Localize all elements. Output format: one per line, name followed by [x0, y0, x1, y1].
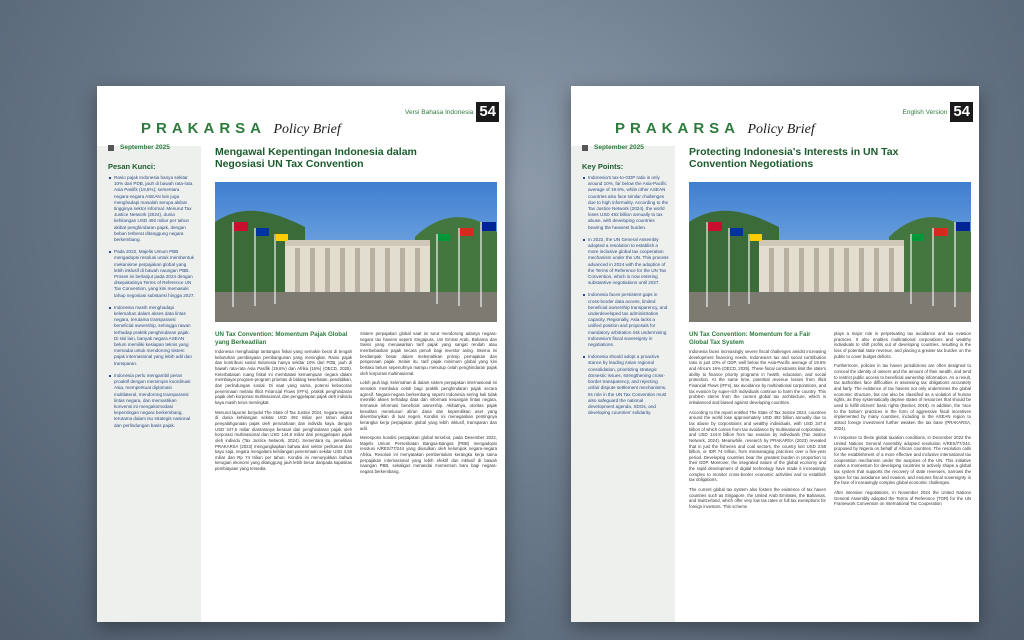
key-point: Pada 2022, Majelis Umum PBB mengadopsi resolusi untuk membentuk mekanisme perpajakan global yang lebih inklusif di bawah naungan PBB. Proses ini berlanjut pada 2024 dengan disepakatinya Terms of Reference UN Tax Convention, yang kini memasuki tahap negosiasi substansi hingga 2027. — [114, 249, 195, 298]
key-points-title: Pesan Kunci: — [108, 162, 156, 171]
masthead — [141, 120, 341, 138]
version-label — [903, 102, 974, 122]
un-flags-photo-illustration — [215, 182, 497, 322]
page-title: Mengawal Kepentingan Indonesia dalam Negosiasi UN Tax Convention — [215, 146, 417, 170]
section-heading: UN Tax Convention: Momentum Pajak Global yang Berkeadilan — [215, 331, 348, 346]
key-points-list — [582, 175, 669, 416]
paragraph: plays a major role in perpetuating tax avoidance and tax evasion practices. It also enables multinational corporations and wealthy individuals to shift profits out of developing countries, resulting in the loss of potential state revenue, and placing a greater tax burden on the public to cover budget deficits. — [834, 331, 971, 359]
key-point: Indonesia perlu mengambil peran proaktif dengan memimpin koordinasi Asia, memperkuat diplomasi multilateral, mendorong transparansi lintas negara, dan memastikan konvensi ini mengakomodasi kepentingan negara berkembang, terutama dalam isu strategis nasional dan perlindungan basis pajak. — [114, 373, 195, 429]
version-text: Versi Bahasa Indonesia — [405, 108, 474, 116]
paragraph: Indonesia faces increasingly severe fiscal challenges amidst increasing development financing needs. Indonesia's tax and social contribution ratio is just 10% of GDP, well below the Asia-Pacific average of 19.6% and Africa's 16% (OECD, 2025). These fiscal constraints limit the state's ability to finance priority programs in health, education, and social protection. At the same time, potential revenue losses from Illicit Financial Flows (IFFs), tax avoidance by multinational corporations, and tax evasion by super-rich individuals continue to harm the country. This problem stems from the current global tax architecture, which is imbalanced and biased against developing countries. — [689, 349, 826, 405]
paragraph: In response to these global taxation conditions, in December 2022 the United Nations General Assembly adopted resolution A/RES/77/244, proposed by Nigeria on behalf of African countries. The resolution calls for the establishment of a more effective and inclusive international tax cooperation mechanism under the auspices of the UN. This initiative marks a momentum for developing countries to actively shape a global tax system that supports the recovery of state revenues, narrows the space for tax avoidance and evasion, and ensures fiscal sovereignty in the face of increasingly complex global economic challenges. — [834, 435, 971, 486]
brand-logo-text: PRAKARSA — [615, 120, 741, 137]
article-body — [215, 331, 497, 619]
key-point: Indonesia's tax-to-GDP ratio is only around 10%, far below the Asia-Pacific average of 19.6%, while other ASEAN countries also face similar challenges due to high informality. According to the Tax Justice Network (2024), the world loses USD 492 billion annually to tax abuse, with developing countries bearing the heaviest burden. — [588, 175, 669, 230]
paragraph: Lebih jauh lagi, kelemahan di dalam sistem perpajakan internasional ini semakin membuka celah bagi praktik penghindaran pajak secara agresif. Negara-negara berkembang seperti Indonesia sering kali tidak memiliki akses terhadap data dan informasi keuangan lintas negara, termasuk informasi beneficial ownership. Akibatnya, otoritas pajak kesulitan menelusuri aliran dana dan kepemilikan aset yang disembunyikan di luar negeri. Kondisi ini menegaskan pentingnya kerangka kerja perpajakan global yang lebih inklusif, transparan dan adil. — [360, 380, 497, 431]
un-building-photo — [215, 182, 497, 322]
paragraph: According to the report entitled The State of Tax Justice 2024, countries around the world lose approximately USD 492 billion annually due to tax abuse by corporations and wealthy individuals, with USD 347.6 billion of which comes from tax avoidance by multinational corporations, and USD 144.8 billion from tax evasion by individuals (Tax Justice Network, 2024). Meanwhile, research by PRAKARSA (2023) revealed that in just the fisheries and coal sectors, the country lost USD 3.58 billion, or IDR 74 trillion, from mismanaging practices over a five-year period. Developing countries bear the greatest burden in proportion to their GDP. Moreover, the integrated nature of the global economy and the rapid development of digital technology have made it increasingly complex to monitor cross-border economic activities and to establish tax obligations. — [689, 409, 826, 483]
article-column-2 — [834, 331, 971, 619]
article-column-1 — [689, 331, 826, 619]
version-label — [405, 102, 499, 122]
paragraph: The current global tax system also fosters the existence of tax haven countries such as Singapore, the United Arab Emirates, the Bahamas, and Switzerland, which offer very low tax rates or full tax exemptions for foreign investors. This scheme — [689, 487, 826, 510]
key-points-sidebar — [571, 146, 675, 622]
article-column-1 — [215, 331, 352, 619]
key-point: In 2022, the UN General Assembly adopted a resolution to establish a more inclusive global tax cooperation mechanism under the UN. This process advanced in 2024 with the adoption of the Terms of Reference for the UN Tax Convention, which is now entering substantive negotiations until 2027. — [588, 236, 669, 286]
un-building-photo — [689, 182, 971, 322]
square-icon — [582, 145, 588, 151]
paragraph: Merespons kondisi perpajakan global tersebut, pada Desember 2022, Majelis Umum Perserikatan Bangsa-Bangsa (PBB) mengadopsi resolusi A/RES/77/244 yang diusulkan oleh kelompok negara-negara Afrika. Resolusi ini menyatakan pembentukan kerangka kerja sama perpajakan internasional yang lebih efektif dan inklusif di bawah naungan PBB, sekaligus menandai momentum baru bagi negara-negara berkembang. — [360, 435, 497, 475]
key-point: Indonesia faces persistent gaps in cross-border data access, limited beneficial ownership transparency, and underdeveloped tax administration capacity. Regionally, Asia lacks a unified position and proposals for mandatory arbitration risk undermining Indonesia's fiscal sovereignty in negotiations. — [588, 292, 668, 348]
issue-number: 54 — [950, 102, 973, 122]
paragraph: Indonesia menghadapi tantangan fiskal yang semakin berat di tengah kebutuhan pembiayaan pembangunan yang meningkat. Rasio pajak dan kontribusi sosial Indonesia hanya sekitar 10% dari PDB, jauh di bawah rata-rata Asia Pasifik (19,6%) dan Afrika (16%) (OECD, 2025). Keterbatasan ruang fiskal ini membatasi kemampuan negara dalam membiayai program-program prioritas di bidang kesehatan, pendidikan, dan perlindungan sosial. Di saat yang sama, potensi kebocoran penerimaan melalui Illicit Financial Flows (IFFs), praktik penghindaran pajak oleh korporasi multinasional, dan penggelapan pajak oleh individu kaya masih terus meningkat. — [215, 349, 352, 405]
key-points-title: Key Points: — [582, 162, 624, 171]
paragraph: Menurut laporan berjudul The State of Tax Justice 2024, negara-negara di dunia kehilangan sekitar USD 492 miliar per tahun akibat penyalahgunaan pajak oleh perusahaan dan individu kaya, dengan USD 347,6 miliar diantaranya berasal dari penghindaran pajak oleh korporasi multinasional dan USD 144,8 miliar dari penggelapan pajak oleh individu (Tax Justice Network, 2024). Sementara itu, penelitian PRAKARSA (2023) mengungkapkan bahwa dari sektor perikanan dan kayu saja, negara mengalami kehilangan penerimaan sekitar USD 3,58 miliar dan Rp 74 triliun per tahun. Kondisi ini menunjukkan bahwa kerugian ekonomi yang ditanggung jauh lebih besar daripada kapasitas pembiayaan yang tersedia. — [215, 409, 352, 472]
issue-date-text: September 2025 — [120, 144, 170, 151]
policy-brief-page-indonesian — [97, 86, 505, 622]
article-body — [689, 331, 971, 619]
masthead — [615, 120, 815, 138]
version-text: English Version — [902, 108, 948, 116]
section-heading: UN Tax Convention: Momentum for a Fair Global Tax System — [689, 331, 811, 346]
issue-date — [582, 144, 644, 151]
issue-date-text: September 2025 — [594, 144, 644, 151]
key-point: Indonesia masih menghadapi kelemahan dalam akses data lintas negara, terutama transparansi beneficial ownership, sehingga rawan terhadap praktik penghindaran pajak. Di sisi lain, banyak negara ASEAN belum memiliki kesiapan teknis yang memadai untuk mendorong sistem pajak internasional yang lebih adil dan transparan. — [114, 305, 195, 367]
paragraph: Sistem perpajakan global saat ini turut mendorong adanya negara-negara tax havens seperti Singapura, Uni Emirat Arab, Bahama dan Swiss yang menawarkan tarif pajak yang sangat rendah atau membebaskan pajak secara penuh bagi investor asing. Skema ini berdampak besar dalam melemahkan prinsip pemajakan dan pengenaan pajak. Selain itu, tarif pajak minimum global yang kini berlaku belum sepenuhnya mampu menutup celah penghindaran pajak oleh korporasi multinasional. — [360, 331, 497, 376]
page-title: Protecting Indonesia's Interests in UN Tax Convention Negotiations — [689, 146, 899, 170]
brand-subtitle: Policy Brief — [747, 122, 815, 137]
paragraph: Furthermore, policies in tax haven jurisdictions are often designed to conceal the identity of owners and the amount of their wealth, and tend to restrict public access to beneficial ownership information. As a result, tax authorities face difficulties in assessing tax obligations accurately and fairly. The existence of tax havens not only undermines the global economic structure, but can also be classified as a violation of human rights, as they systematically deprive states of resources that should be used to fulfill citizens' basic rights (Becker, 2018). In addition, the 'race to the bottom' practices in the form of aggressive fiscal incentives implemented by many countries, including in the ASEAN region to attract foreign investment further weaken the tax base (PRAKARSA, 2024). — [834, 363, 971, 431]
key-point: Rasio pajak Indonesia hanya sekitar 10% dari PDB, jauh di bawah rata-rata Asia Pasifik (19,6%); sementara negara-negara ASEAN lain juga menghadapi masalah serupa akibat tingginya sektor informal. Menurut Tax Justice Network (2024), dunia kehilangan USD 492 miliar per tahun akibat penghindaran pajak, dengan beban terberat ditanggung negara berkembang. — [114, 175, 195, 243]
un-flags-photo-illustration — [689, 182, 971, 322]
brand-logo-text: PRAKARSA — [141, 120, 267, 137]
paragraph: After intensive negotiations, in November 2024 the United Nations General Assembly adopted the Terms of Reference (TOR) for the UN Framework Convention on International Tax Cooperation — [834, 490, 971, 507]
key-point: Indonesia should adopt a proactive stance by leading Asian regional consolidation, prioritizing strategic domestic issues, strengthening cross-border transparency, and rejecting unfair dispute settlement mechanisms. Its role in the UN Tax Convention must also safeguard the national development agenda, SDGs, and developing countries' solidarity. — [588, 354, 669, 416]
square-icon — [108, 145, 114, 151]
key-points-list — [108, 175, 195, 429]
brand-subtitle: Policy Brief — [273, 122, 341, 137]
issue-number: 54 — [476, 102, 499, 122]
issue-date — [108, 144, 170, 151]
policy-brief-page-english — [571, 86, 979, 622]
article-column-2 — [360, 331, 497, 619]
key-points-sidebar — [97, 146, 201, 622]
